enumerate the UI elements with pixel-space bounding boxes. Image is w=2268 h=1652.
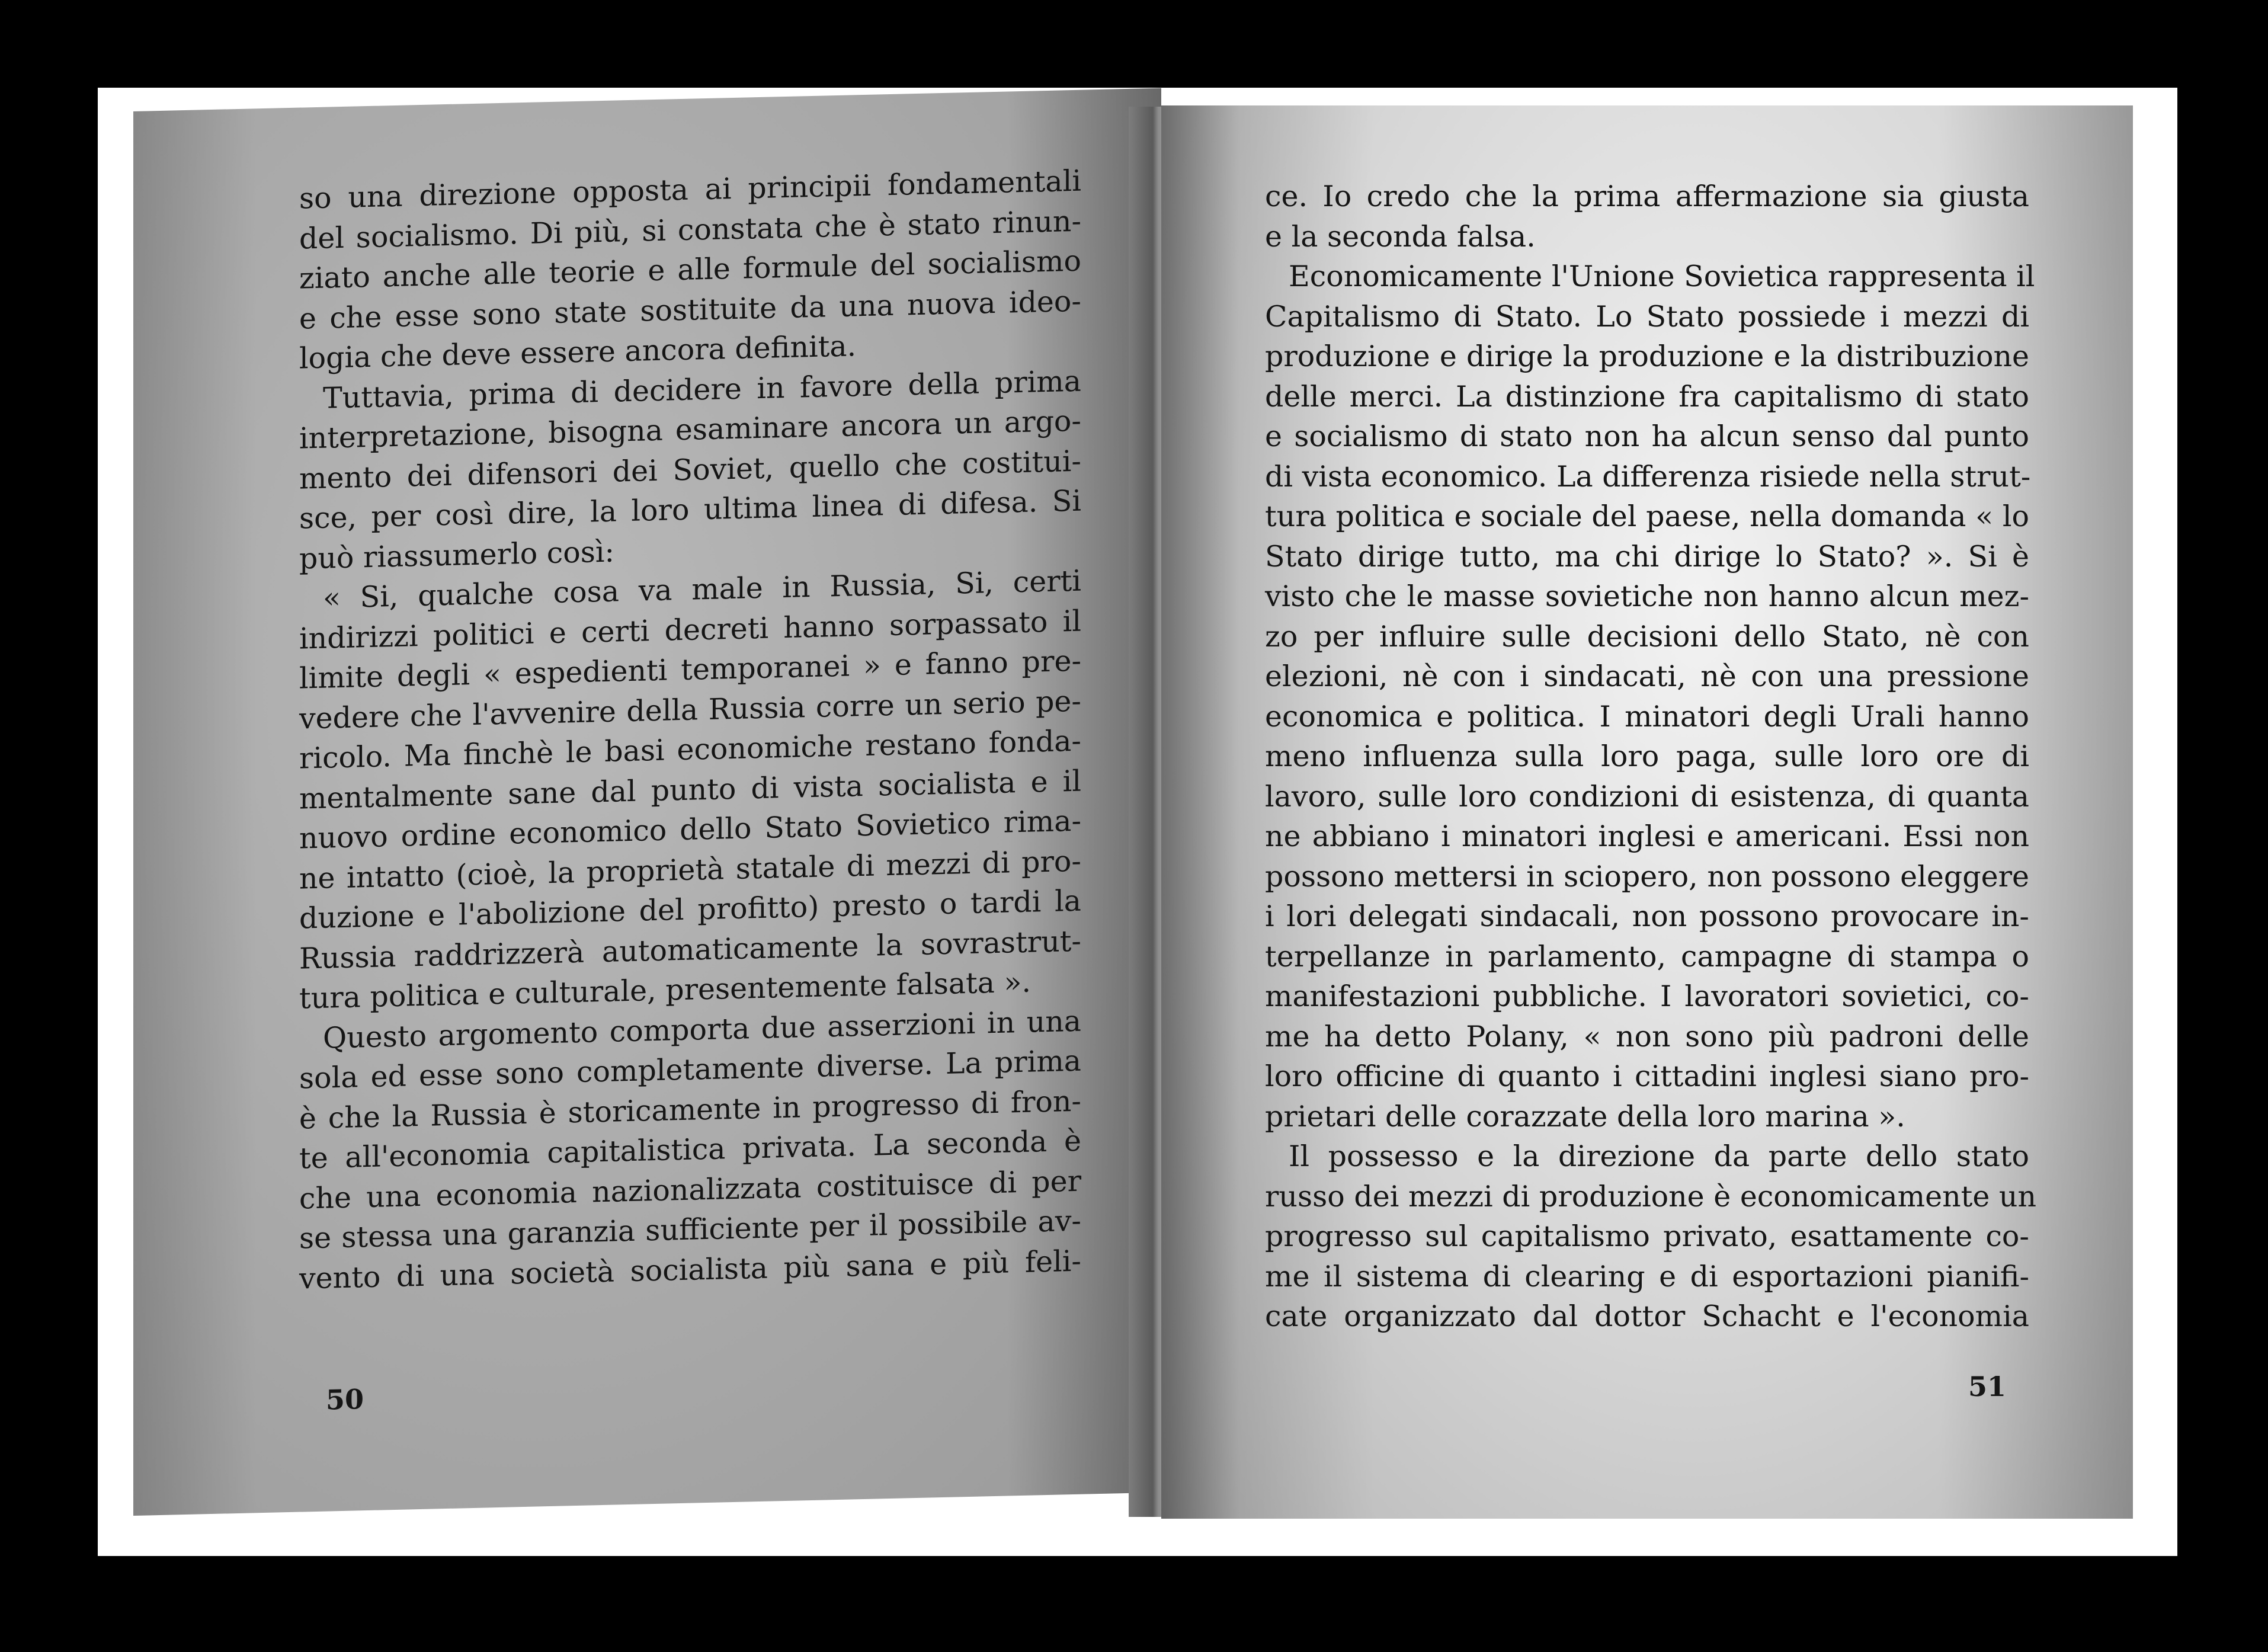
text-line: me ha detto Polany, « non sono più padroni delle <box>1265 1019 2029 1054</box>
text-line: se stessa una garanzia sufficiente per il possibile av- <box>299 1203 1081 1256</box>
text-line: Il possesso e la direzione da parte dello stato <box>1289 1139 2029 1173</box>
text-line: progresso sul capitalismo privato, esattamente co- <box>1265 1219 2029 1253</box>
text-line: Tuttavia, prima di decidere in favore della prima <box>323 364 1081 415</box>
text-line: vedere che l'avvenire della Russia corre un serio pe- <box>299 684 1081 736</box>
right-page-text <box>1265 177 2037 1337</box>
right-page <box>1161 105 2133 1519</box>
text-line: mentalmente sane dal punto di vista socialista e il <box>299 764 1081 816</box>
text-line: sce, per così dire, la loro ultima linea di difesa. Si <box>299 484 1081 536</box>
text-line: del socialismo. Di più, si constata che è stato rinun- <box>299 204 1081 256</box>
text-line: manifestazioni pubbliche. I lavoratori sovietici, co- <box>1265 979 2029 1013</box>
text-line: e che esse sono state sostituite da una nuova ideo- <box>299 284 1081 336</box>
text-line: può riassumerlo così: <box>299 534 615 576</box>
text-line: produzione e dirige la produzione e la distribuzione <box>1265 340 2029 373</box>
text-line: « Si, qualche cosa va male in Russia, Si, certi <box>323 564 1081 615</box>
page-number: 50 <box>326 1383 364 1416</box>
text-line: terpellanze in parlamento, campagne di stampa o <box>1265 939 2029 974</box>
text-line: economica e politica. I minatori degli Urali hanno <box>1265 699 2029 734</box>
text-line: che una economia nazionalizzata costituisce di per <box>299 1164 1081 1216</box>
text-line: e la seconda falsa. <box>1265 219 1536 254</box>
text-line: russo dei mezzi di produzione è economicamente un <box>1265 1179 2037 1214</box>
text-line: Stato dirige tutto, ma chi dirige lo Stato? ». Si è <box>1265 539 2029 574</box>
text-line: cate organizzato dal dottor Schacht e l'economia <box>1265 1299 2029 1333</box>
text-line: visto che le masse sovietiche non hanno alcun mez- <box>1265 580 2029 613</box>
page-number: 51 <box>1968 1371 2007 1403</box>
text-line: ne intatto (cioè, la proprietà statale di mezzi di pro- <box>299 844 1081 896</box>
text-line: delle merci. La distinzione fra capitalismo di stato <box>1265 379 2029 414</box>
text-line: indirizzi politici e certi decreti hanno sorpassato il <box>299 604 1081 656</box>
text-line: limite degli « espedienti temporanei » e fanno pre- <box>299 643 1081 696</box>
text-line: elezioni, nè con i sindacati, nè con una pressione <box>1265 659 2029 693</box>
text-line: zo per influire sulle decisioni dello Stato, nè con <box>1265 619 2029 654</box>
text-line: lavoro, sulle loro condizioni di esistenza, di quanta <box>1265 779 2029 814</box>
text-line: di vista economico. La differenza risiede nella strut- <box>1265 459 2031 494</box>
text-line: loro officine di quanto i cittadini inglesi siano pro- <box>1265 1059 2029 1093</box>
text-line: sola ed esse sono completamente diverse. La prima <box>299 1043 1081 1096</box>
text-line: possono mettersi in sciopero, non possono eleggere <box>1265 859 2029 894</box>
text-line: i lori delegati sindacali, non possono provocare in- <box>1265 899 2029 933</box>
text-line: logia che deve essere ancora definita. <box>299 329 857 376</box>
text-line: meno influenza sulla loro paga, sulle loro ore di <box>1265 739 2029 773</box>
text-line: ricolo. Ma finchè le basi economiche restano fonda- <box>299 723 1081 776</box>
text-line: te all'economia capitalistica privata. La seconda è <box>299 1123 1081 1176</box>
text-line: duzione e l'abolizione del profitto) presto o tardi la <box>299 883 1081 936</box>
text-line: Russia raddrizzerà automaticamente la sovrastrut- <box>299 924 1081 976</box>
text-line: nuovo ordine economico dello Stato Sovietico rima- <box>299 803 1081 856</box>
left-page <box>133 88 1161 1516</box>
text-line: vento di una società socialista più sana e più feli- <box>299 1244 1081 1296</box>
text-line: tura politica e sociale del paese, nella domanda « lo <box>1265 500 2029 533</box>
text-line: ne abbiano i minatori inglesi e americani. Essi non <box>1265 819 2029 853</box>
text-line: prietari delle corazzate della loro marina ». <box>1265 1099 1905 1134</box>
text-line: Questo argomento comporta due asserzioni in una <box>323 1004 1081 1055</box>
left-page-text <box>299 161 1081 1299</box>
text-line: Capitalismo di Stato. Lo Stato possiede i mezzi di <box>1265 299 2029 334</box>
text-line: so una direzione opposta ai principii fondamentali <box>299 164 1081 216</box>
text-line: mento dei difensori dei Soviet, quello che costitui- <box>299 444 1081 496</box>
text-line: me il sistema di clearing e di esportazioni pianifi- <box>1265 1259 2029 1294</box>
text-line: è che la Russia è storicamente in progresso di fron- <box>299 1084 1081 1136</box>
text-line: ce. Io credo che la prima affermazione sia giusta <box>1265 180 2029 213</box>
text-line: tura politica e culturale, presentemente falsata ». <box>299 965 1032 1016</box>
text-line: e socialismo di stato non ha alcun senso dal punto <box>1265 420 2029 453</box>
text-line: Economicamente l'Unione Sovietica rappresenta il <box>1289 260 2035 293</box>
text-line: interpretazione, bisogna esaminare ancora un argo- <box>299 404 1081 456</box>
text-line: ziato anche alle teorie e alle formule del socialismo <box>299 244 1081 296</box>
